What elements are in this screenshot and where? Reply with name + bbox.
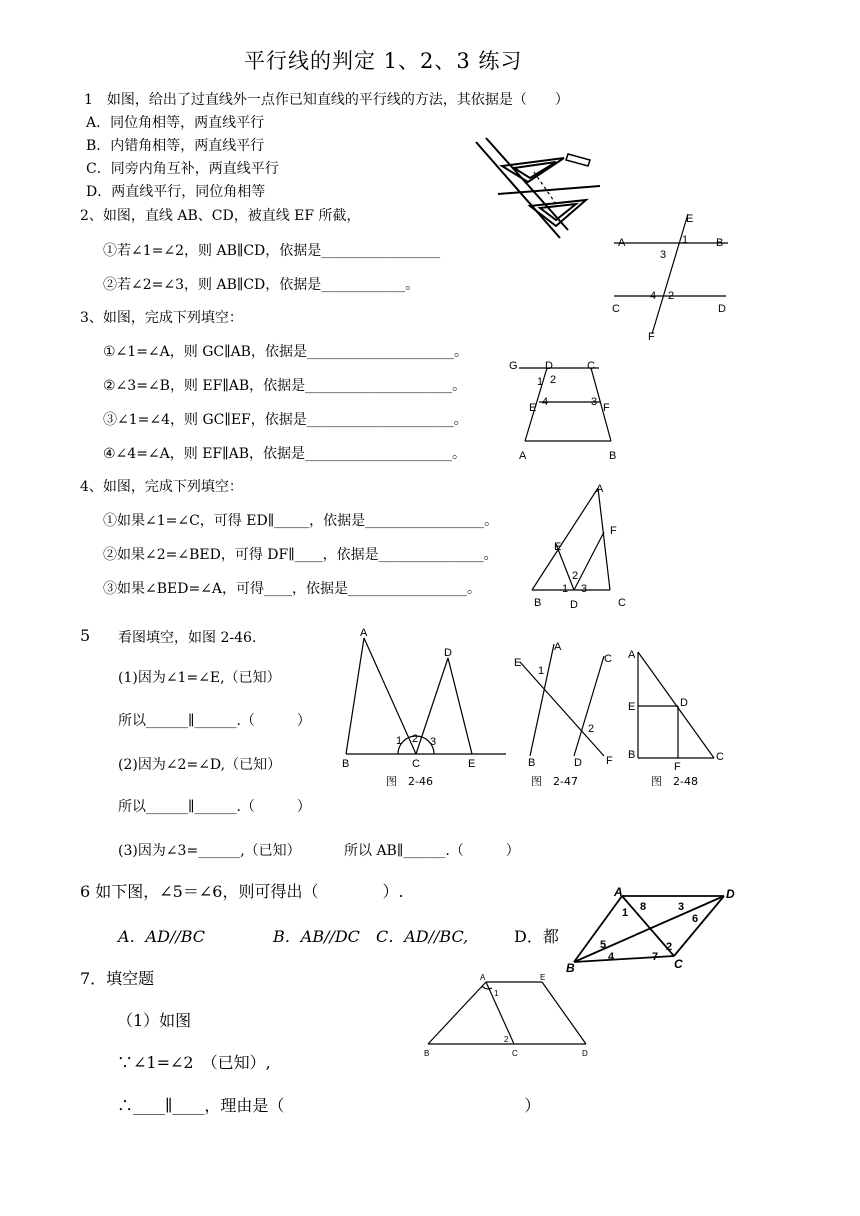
fig46-angle-2: 2: [412, 733, 419, 745]
q3-label-g: G: [509, 360, 518, 372]
q4-label-b: B: [534, 597, 542, 609]
q3-label-d: D: [545, 360, 553, 372]
q6-parallelogram-figure: [564, 884, 740, 976]
q5-line-5b: 所以 AB∥______.（ ）: [344, 843, 520, 859]
q6-angle-8: 8: [640, 901, 647, 913]
q4-label-d: D: [570, 599, 578, 611]
fig48-label-b: B: [628, 749, 636, 761]
q4-label-f: F: [610, 525, 617, 537]
q2-label-a: A: [618, 237, 626, 249]
fig-2-48: [624, 644, 734, 773]
q7-label-b: B: [424, 1049, 430, 1058]
fig46-label-a: A: [360, 627, 368, 639]
fig47-label-b: B: [528, 757, 536, 769]
q3-angle-3: 3: [591, 396, 598, 408]
q5-line-4: 所以______∥______.（ ）: [118, 799, 311, 815]
q1-option-a: A．同位角相等，两直线平行: [86, 115, 265, 131]
q4-label-a: A: [596, 483, 604, 495]
q4-line-1: ①如果∠1=∠C，可得 ED∥_____，依据是_________________。: [103, 513, 499, 529]
ruler-triangle-figure: [472, 134, 602, 242]
fig46-angle-3: 3: [430, 736, 437, 748]
q2-label-e: E: [686, 213, 694, 225]
q2-label-d: D: [718, 303, 726, 315]
q3-angle-1: 1: [537, 376, 544, 388]
q6-option-b: B．AB//DC: [273, 927, 360, 946]
q3-figure: [505, 355, 635, 465]
fig48-label-e: E: [628, 701, 636, 713]
q6-option-a: A．AD//BC: [118, 927, 206, 946]
q6-angle-2: 2: [666, 941, 673, 953]
q5-number: 5: [80, 626, 91, 645]
q6-option-c: C．AD//BC,: [376, 927, 469, 946]
q2-angle-1: 1: [682, 234, 689, 246]
q6-angle-1: 1: [622, 907, 629, 919]
q4-angle-1: 1: [562, 583, 569, 595]
q6-label-b: B: [566, 961, 575, 975]
fig48-label-d: D: [680, 697, 688, 709]
q4-label-c: C: [618, 597, 626, 609]
q7-angle-2: 2: [504, 1035, 509, 1044]
q2-angle-2: 2: [668, 290, 675, 302]
page-title: 平行线的判定 1、2、3 练习: [244, 49, 523, 73]
caption-2-46: 图 2-46: [386, 775, 433, 788]
q4-stem: 4、如图，完成下列填空：: [80, 479, 243, 495]
q4-line-2: ②如果∠2=∠BED，可得 DF∥____，依据是_______________。: [103, 547, 498, 563]
q3-label-a: A: [519, 450, 527, 462]
q7-angle-1: 1: [494, 989, 499, 998]
fig48-label-c: C: [716, 751, 724, 763]
q2-angle-3: 3: [660, 249, 667, 261]
q3-label-b: B: [609, 450, 617, 462]
q2-label-f: F: [648, 331, 655, 343]
fig47-label-f: F: [606, 755, 613, 767]
q5-line-5a: (3)因为∠3=______,（已知）: [118, 843, 301, 859]
q2-angle-4: 4: [650, 290, 657, 302]
q1-option-b: B．内错角相等，两直线平行: [86, 138, 265, 154]
q6-stem: 6 如下图，∠5＝∠6，则可得出（ ）.: [80, 882, 404, 901]
q6-angle-5: 5: [600, 939, 607, 951]
fig48-label-f: F: [674, 761, 681, 773]
fig46-label-b: B: [342, 758, 350, 770]
q7-stem: 7．填空题: [80, 969, 155, 988]
q1-stem: 1 如图，给出了过直线外一点作已知直线的平行线的方法，其依据是（ ）: [84, 92, 569, 108]
q6-option-d: D．都: [514, 927, 559, 946]
q7-figure: [420, 972, 600, 1062]
q2-line-1: ①若∠1=∠2，则 AB∥CD，依据是_________________: [103, 243, 441, 259]
q2-label-b: B: [716, 237, 724, 249]
q4-label-e: E: [554, 541, 562, 553]
q3-angle-4: 4: [542, 396, 549, 408]
q7-label-d: D: [582, 1049, 588, 1058]
fig48-label-a: A: [628, 649, 636, 661]
q3-line-3: ③∠1=∠4，则 GC∥EF，依据是_____________________。: [103, 412, 468, 428]
q2-stem: 2、如图，直线 AB、CD，被直线 EF 所截，: [80, 208, 361, 224]
q4-figure: [526, 482, 636, 611]
fig46-label-c: C: [412, 758, 420, 770]
q7-line-3: ∴____∥____，理由是（ ）: [117, 1096, 541, 1115]
fig47-label-e: E: [514, 657, 522, 669]
q3-label-f: F: [603, 402, 610, 414]
q3-label-e: E: [529, 402, 537, 414]
fig47-label-a: A: [554, 641, 562, 653]
fig47-label-d: D: [574, 757, 582, 769]
fig-2-46: [340, 622, 512, 770]
q3-stem: 3、如图，完成下列填空：: [80, 310, 243, 326]
q6-label-a: A: [614, 885, 623, 899]
q5-stem: 看图填空，如图 2-46.: [118, 630, 257, 646]
q4-angle-2: 2: [572, 570, 579, 582]
q2-label-c: C: [612, 303, 620, 315]
q3-line-2: ②∠3=∠B，则 EF∥AB，依据是_____________________。: [103, 378, 467, 394]
fig47-label-c: C: [604, 653, 612, 665]
q7-label-e: E: [540, 973, 546, 982]
q3-line-4: ④∠4=∠A，则 EF∥AB，依据是_____________________。: [103, 446, 467, 462]
q6-angle-7: 7: [652, 951, 659, 963]
q6-label-c: C: [674, 957, 683, 971]
q7-line-2: ∵∠1=∠2 （已知）,: [117, 1053, 271, 1072]
q5-line-2: 所以______∥______.（ ）: [118, 713, 311, 729]
q3-line-1: ①∠1=∠A，则 GC∥AB，依据是_____________________。: [103, 344, 468, 360]
q6-angle-4: 4: [608, 951, 615, 963]
q4-line-3: ③如果∠BED=∠A，可得____，依据是_________________。: [103, 581, 482, 597]
q7-label-c: C: [512, 1049, 518, 1058]
fig46-label-d: D: [444, 647, 452, 659]
q2-line-2: ②若∠2=∠3，则 AB∥CD，依据是____________。: [103, 277, 420, 293]
q2-figure: [608, 210, 733, 343]
fig46-label-e: E: [468, 758, 476, 770]
q6-label-d: D: [726, 887, 735, 901]
caption-2-48: 图 2-48: [651, 775, 698, 788]
fig46-angle-1: 1: [396, 735, 403, 747]
q1-option-d: D．两直线平行，同位角相等: [86, 184, 266, 200]
fig47-angle-2: 2: [588, 723, 595, 735]
q3-label-c: C: [587, 360, 595, 372]
q7-label-a: A: [480, 973, 486, 982]
q5-line-3: (2)因为∠2=∠D,（已知）: [118, 757, 282, 773]
caption-2-47: 图 2-47: [531, 775, 578, 788]
q1-option-c: C．同旁内角互补，两直线平行: [86, 161, 279, 177]
q3-angle-2: 2: [550, 374, 557, 386]
fig-2-47: [508, 638, 620, 770]
q6-angle-3: 3: [678, 901, 685, 913]
q7-line-1: （1）如图: [117, 1011, 192, 1030]
q4-angle-3: 3: [581, 583, 588, 595]
q6-angle-6: 6: [692, 913, 699, 925]
fig47-angle-1: 1: [538, 665, 545, 677]
q5-line-1: (1)因为∠1=∠E,（已知）: [118, 670, 281, 686]
